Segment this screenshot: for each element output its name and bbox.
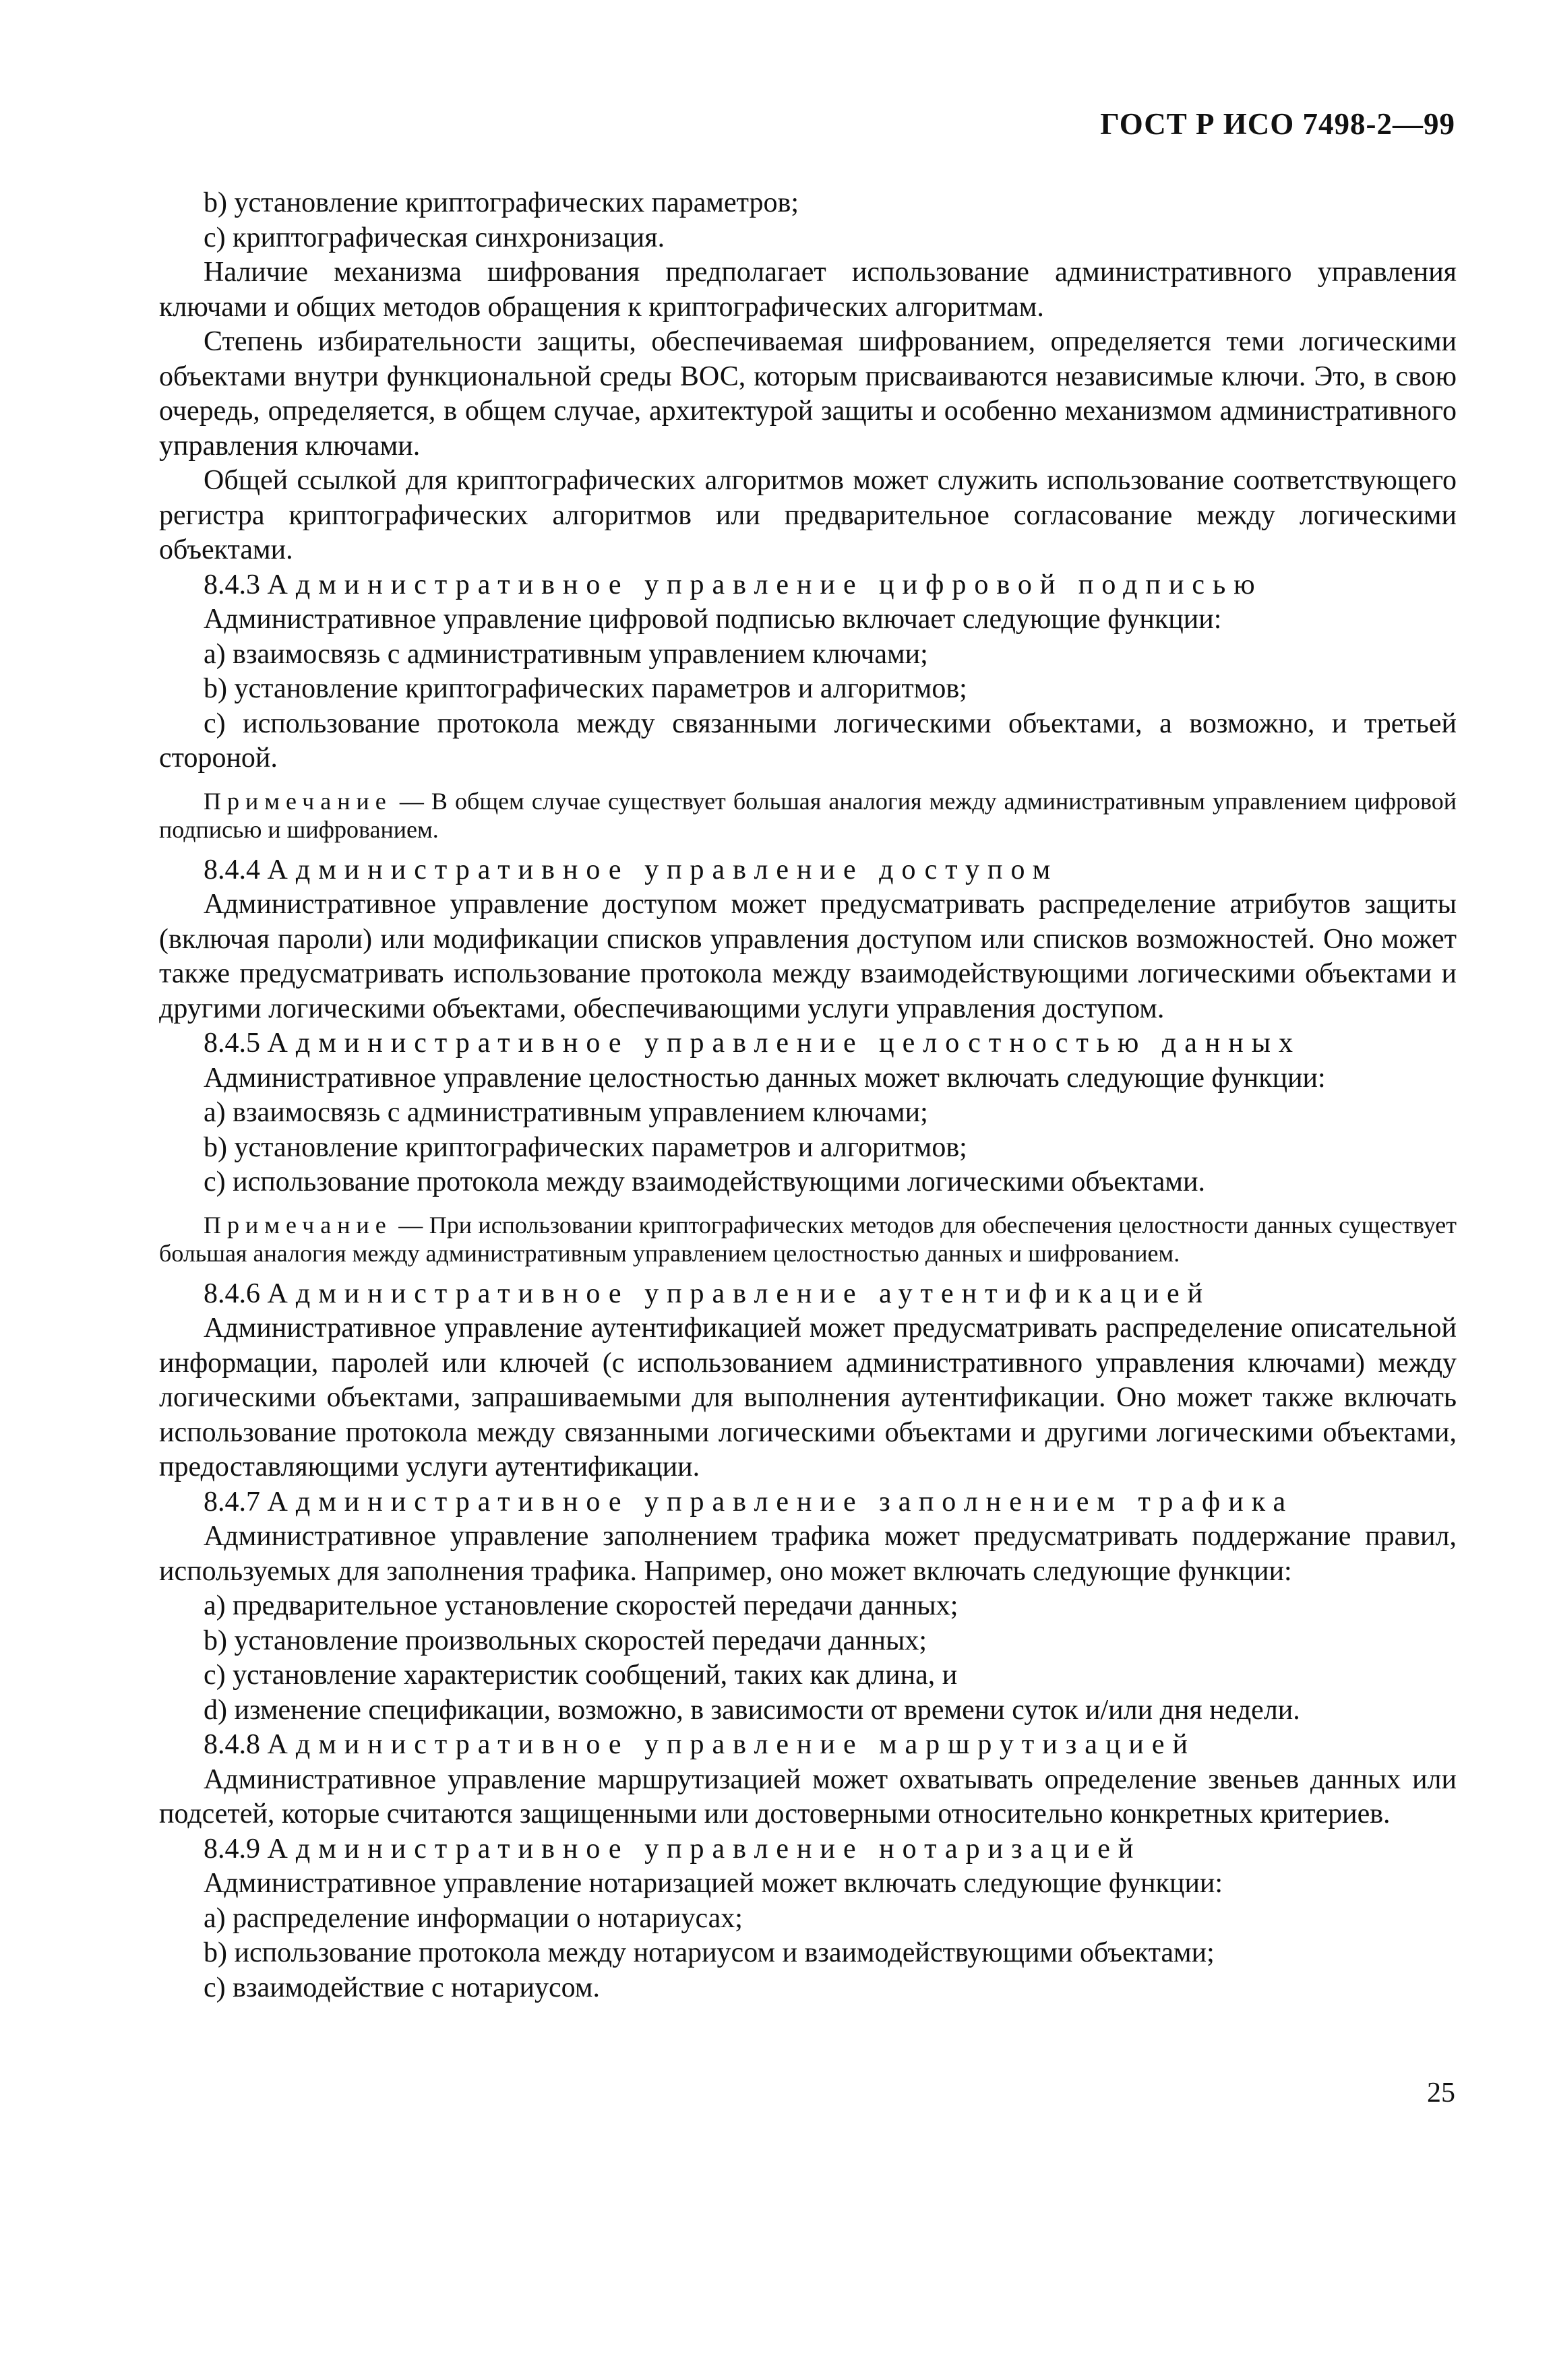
section-number: 8.4.3 — [204, 569, 260, 600]
note-label: Примечание — [204, 787, 392, 815]
list-item: c) криптографическая синхронизация. — [204, 222, 665, 253]
section-heading — [159, 1026, 1457, 1061]
section-heading — [159, 1485, 1457, 1520]
list-item: c) использование протокола между связанными логическими объектами, а возможно, и третьей стороной. — [159, 708, 1457, 774]
section-heading — [159, 1832, 1457, 1867]
paragraph: Административное управление цифровой подписью включает следующие функции: — [204, 604, 1222, 635]
section-number: 8.4.4 — [204, 854, 260, 885]
section-title: Административное управление аутентификацией — [267, 1278, 1211, 1309]
section-heading — [159, 1277, 1457, 1312]
list-item: b) установление произвольных скоростей передачи данных; — [204, 1625, 927, 1656]
section-title: Административное управление цифровой подписью — [267, 569, 1263, 600]
list-item: c) взаимодействие с нотариусом. — [204, 1972, 600, 2003]
list-item: c) установление характеристик сообщений, таких как длина, и — [204, 1660, 958, 1691]
note-label: Примечание — [204, 1211, 392, 1239]
list-item: b) использование протокола между нотариусом и взаимодействующими объектами; — [204, 1937, 1215, 1968]
note — [159, 1211, 1457, 1267]
paragraph: Общей ссылкой для криптографических алгоритмов может служить использование соответствующего регистра криптографических алгоритмов или предварительное согласование между логическими объектами. — [159, 465, 1457, 565]
paragraph: Административное управление доступом может предусматривать распределение атрибутов защиты (включая пароли) или модификации списков управления доступом или списков возможностей. Оно может также предусматривать использование протокола между взаимодействующими логическими объектами и другими логическими объектами, обеспечивающими услуги управления доступом. — [159, 889, 1457, 1024]
list-item: b) установление криптографических параметров и алгоритмов; — [204, 1131, 967, 1163]
section-title: Административное управление целостностью данных — [267, 1028, 1302, 1059]
section-title: Административное управление маршрутизацией — [267, 1729, 1196, 1760]
section-number: 8.4.9 — [204, 1833, 260, 1865]
note-text: — При использовании криптографических методов для обеспечения целостности данных существует большая аналогия между административным управлением целостностью данных и шифрованием. — [159, 1211, 1457, 1267]
section-number: 8.4.6 — [204, 1278, 260, 1309]
paragraph: Административное управление аутентификацией может предусматривать распределение описательной информации, паролей или ключей (с использованием административного управления ключами) между логическими объектами, запрашиваемыми для выполнения аутентификации. Оно может также включать использование протокола между связанными логическими объектами и другими логическими объектами, предоставляющими услуги аутентификации. — [159, 1313, 1457, 1482]
page-number: 25 — [1427, 2077, 1455, 2108]
list-item: b) установление криптографических параметров и алгоритмов; — [204, 673, 967, 704]
list-item: d) изменение спецификации, возможно, в зависимости от времени суток и/или дня недели. — [204, 1694, 1300, 1726]
paragraph: Административное управление заполнением трафика может предусматривать поддержание правил, используемых для заполнения трафика. Например, оно может включать следующие функции: — [159, 1521, 1457, 1587]
section-heading — [159, 1728, 1457, 1763]
section-title: Административное управление доступом — [267, 854, 1059, 885]
document-body — [159, 186, 1457, 2005]
paragraph: Административное управление нотаризацией может включать следующие функции: — [204, 1868, 1223, 1899]
section-heading — [159, 853, 1457, 888]
list-item: b) установление криптографических параметров; — [204, 187, 799, 218]
list-item: a) распределение информации о нотариусах; — [204, 1902, 743, 1934]
document-header: ГОСТ Р ИСО 7498-2—99 — [1100, 107, 1455, 141]
list-item: a) предварительное установление скоростей передачи данных; — [204, 1590, 958, 1621]
list-item: a) взаимосвязь с административным управлением ключами; — [204, 638, 928, 670]
section-title: Административное управление заполнением трафика — [267, 1486, 1294, 1517]
paragraph: Наличие механизма шифрования предполагает использование административного управления ключами и общих методов обращения к криптографических алгоритмам. — [159, 257, 1457, 323]
paragraph: Административное управление маршрутизацией может охватывать определение звеньев данных или подсетей, которые считаются защищенными или достоверными относительно конкретных критериев. — [159, 1763, 1457, 1829]
section-title: Административное управление нотаризацией — [267, 1833, 1142, 1865]
paragraph: Степень избирательности защиты, обеспечиваемая шифрованием, определяется теми логическими объектами внутри функциональной среды ВОС, которым присваиваются независимые ключи. Это, в свою очередь, определяется, в общем случае, архитектурой защиты и особенно механизмом административного управления ключами. — [159, 326, 1457, 462]
paragraph: Административное управление целостностью данных может включать следующие функции: — [204, 1062, 1326, 1094]
section-number: 8.4.5 — [204, 1028, 260, 1059]
section-number: 8.4.7 — [204, 1486, 260, 1517]
note — [159, 787, 1457, 844]
section-number: 8.4.8 — [204, 1729, 260, 1760]
note-text: — В общем случае существует большая аналогия между административным управлением цифровой подписью и шифрованием. — [159, 787, 1457, 843]
section-heading — [159, 568, 1457, 603]
list-item: c) использование протокола между взаимодействующими логическими объектами. — [204, 1166, 1205, 1197]
list-item: a) взаимосвязь с административным управлением ключами; — [204, 1097, 928, 1128]
